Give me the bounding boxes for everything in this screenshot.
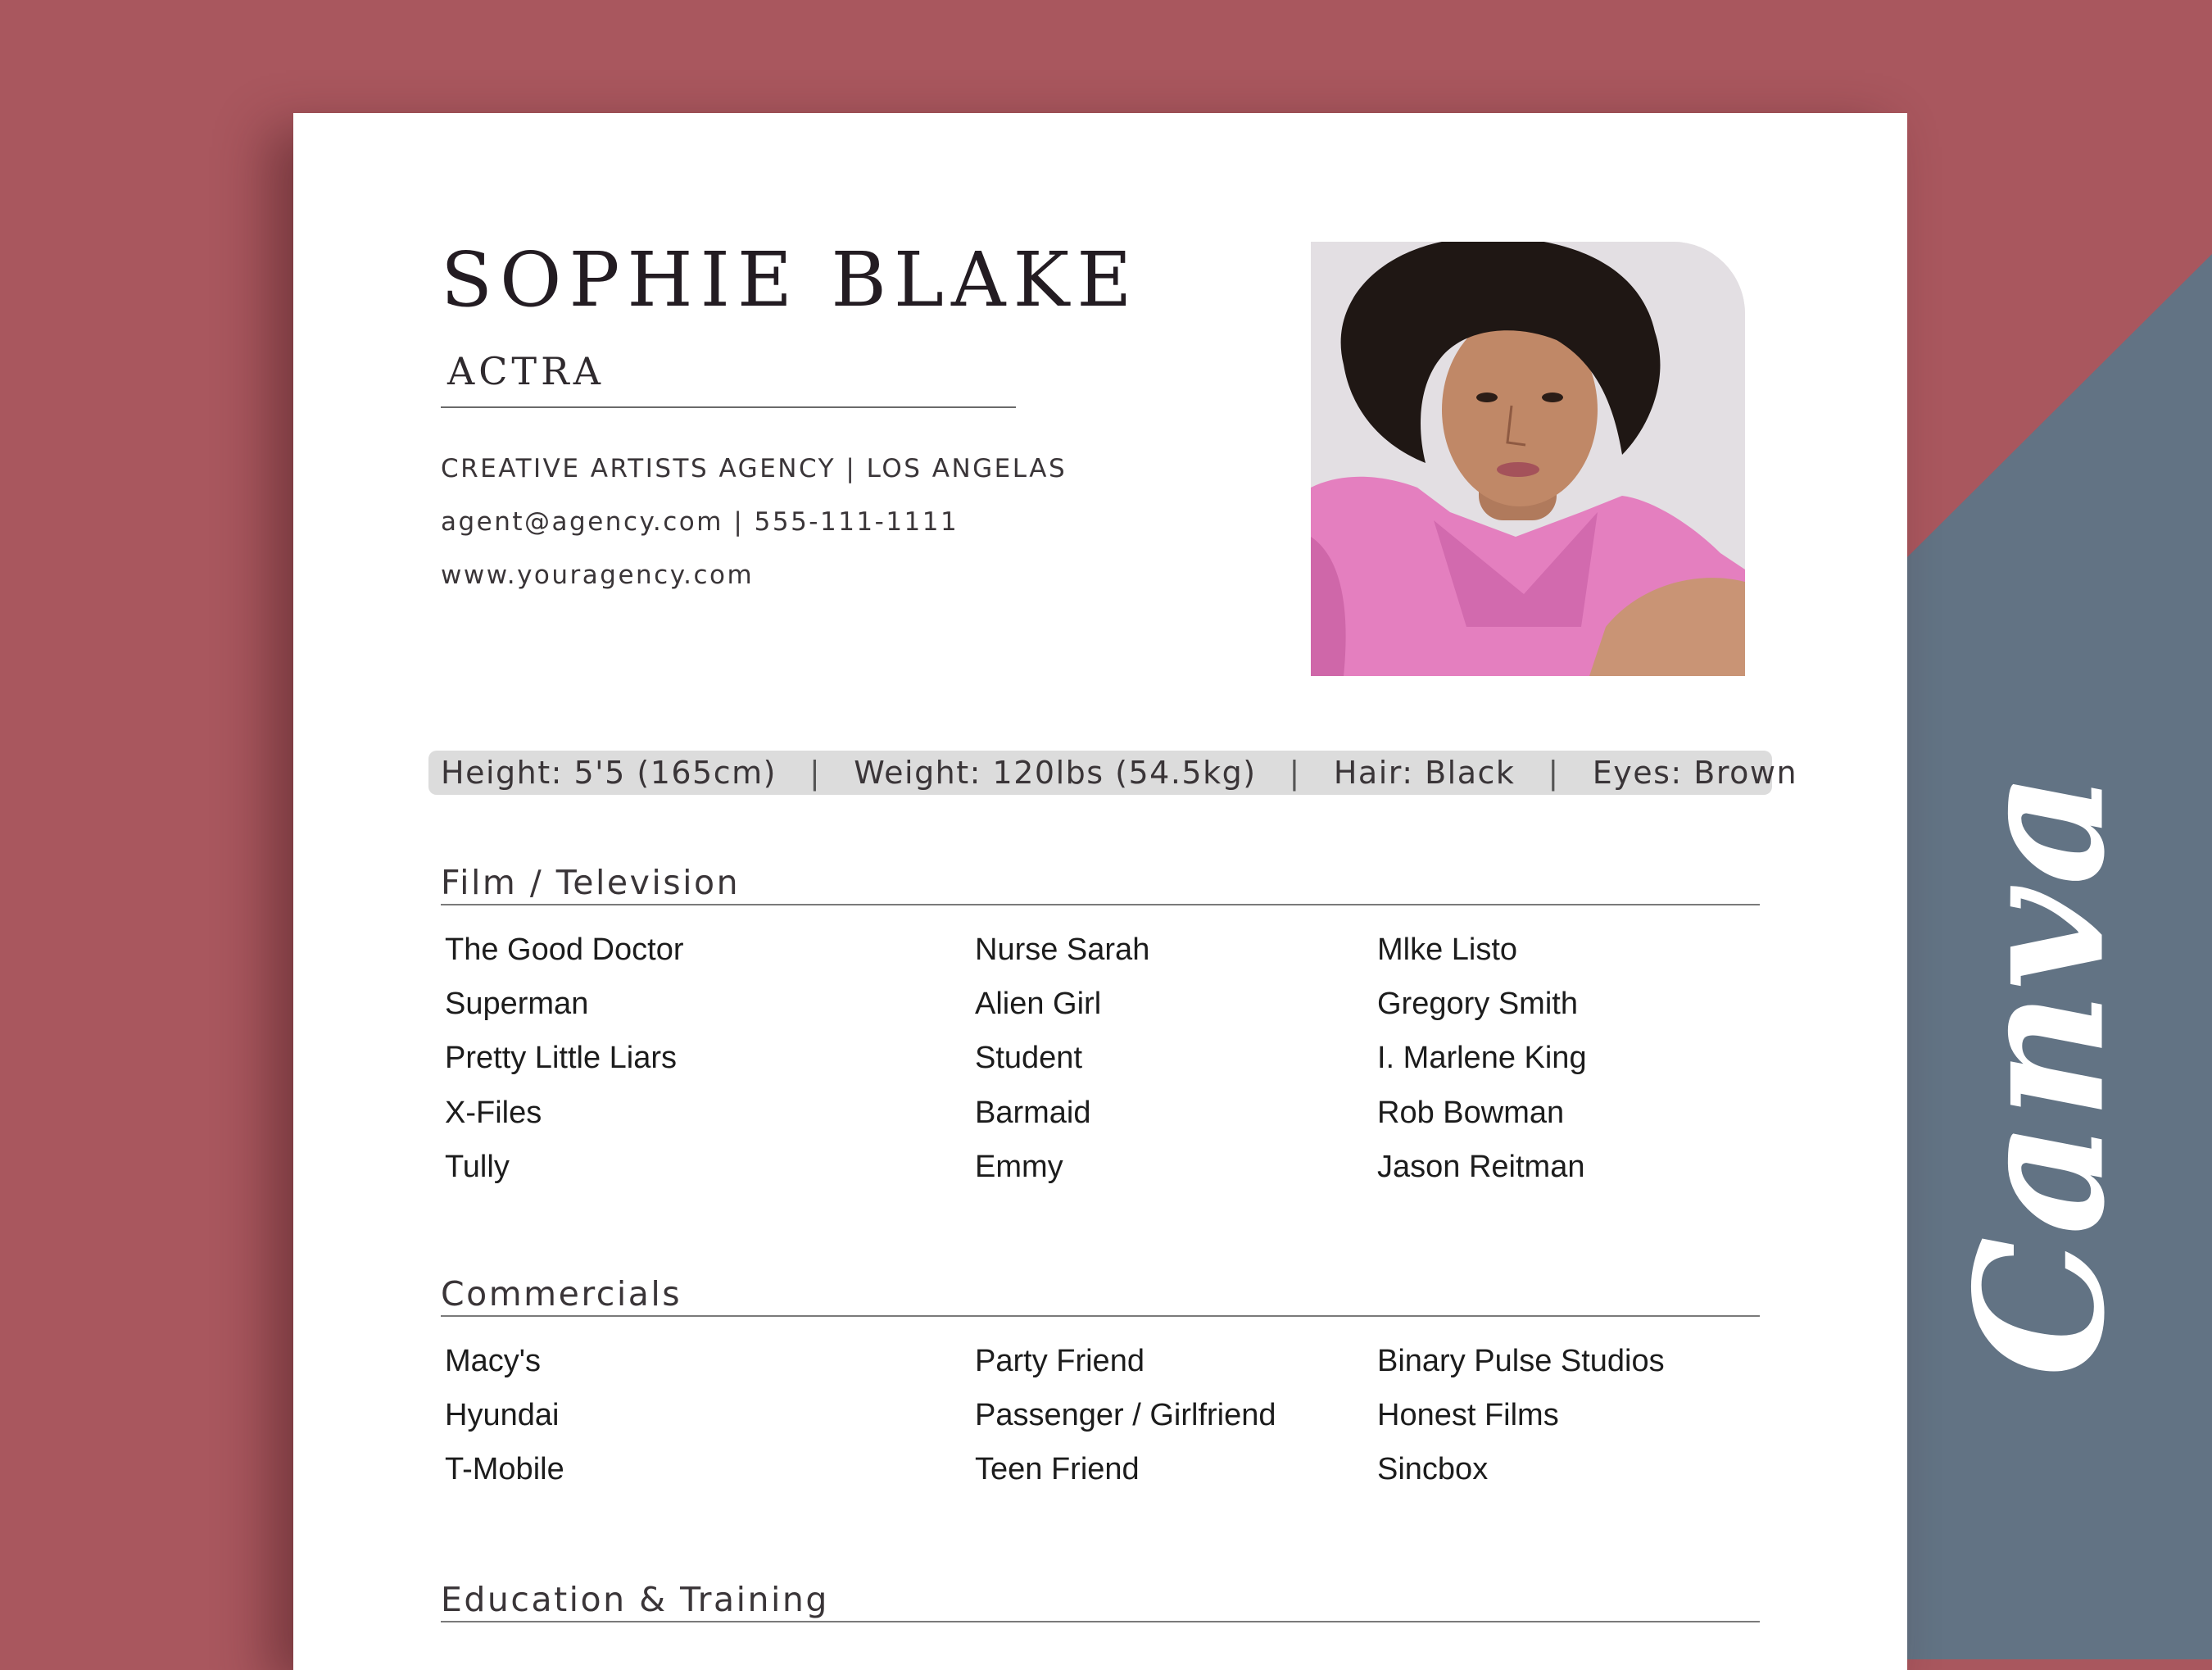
- credit-row: [293, 1041, 1907, 1090]
- credit-role: Party Friend: [975, 1344, 1145, 1378]
- canva-logo: [1892, 769, 2187, 1377]
- education-heading: Education & Training: [441, 1580, 1760, 1622]
- credit-project: Pretty Little Liars: [445, 1041, 677, 1075]
- credit-role: Nurse Sarah: [975, 933, 1150, 967]
- name-divider: [441, 406, 1016, 408]
- credit-row: [293, 933, 1907, 982]
- credit-director: Gregory Smith: [1377, 987, 1578, 1021]
- credit-project: The Good Doctor: [445, 933, 684, 967]
- credit-project: Superman: [445, 987, 589, 1021]
- credit-row: [293, 1452, 1907, 1501]
- credit-project: Hyundai: [445, 1398, 560, 1432]
- website-line: www.youragency.com: [441, 560, 755, 590]
- stat-hair: Hair: Black: [1333, 755, 1516, 791]
- credit-director: Jason Reitman: [1377, 1150, 1585, 1184]
- credit-project: T-Mobile: [445, 1452, 564, 1486]
- credit-row: [293, 1398, 1907, 1447]
- credit-director: Rob Bowman: [1377, 1096, 1565, 1130]
- credit-role: Passenger / Girlfriend: [975, 1398, 1276, 1432]
- stat-separator: |: [1548, 755, 1560, 791]
- credit-project: Macy's: [445, 1344, 542, 1378]
- credit-row: [293, 1344, 1907, 1393]
- credit-director: Sincbox: [1377, 1452, 1489, 1486]
- stat-weight: Weight: 120lbs (54.5kg): [854, 755, 1257, 791]
- credit-project: Tully: [445, 1150, 510, 1184]
- film-tv-heading: Film / Television: [441, 863, 1760, 905]
- actor-name: SOPHIE BLAKE: [441, 236, 1140, 324]
- credit-row: [293, 987, 1907, 1036]
- credit-row: [293, 1096, 1907, 1145]
- credit-row: [293, 1150, 1907, 1199]
- credit-role: Teen Friend: [975, 1452, 1140, 1486]
- stat-eyes: Eyes: Brown: [1592, 755, 1798, 791]
- resume-page: [293, 113, 1907, 1670]
- stat-separator: |: [809, 755, 822, 791]
- canva-logo-text: Canva: [1936, 769, 2144, 1377]
- credit-role: Alien Girl: [975, 987, 1102, 1021]
- stat-separator: |: [1289, 755, 1301, 791]
- credit-director: I. Marlene King: [1377, 1041, 1587, 1075]
- actor-union: ACTRA: [447, 349, 605, 393]
- credit-role: Barmaid: [975, 1096, 1091, 1130]
- credit-role: Emmy: [975, 1150, 1063, 1184]
- email-phone-line: agent@agency.com | 555-111-1111: [441, 507, 959, 537]
- physical-stats-bar: [428, 751, 1798, 795]
- credit-director: Binary Pulse Studios: [1377, 1344, 1665, 1378]
- credit-director: Mlke Listo: [1377, 933, 1518, 967]
- agency-line: CREATIVE ARTISTS AGENCY | LOS ANGELAS: [441, 454, 1067, 483]
- credit-project: X-Files: [445, 1096, 542, 1130]
- stat-height: Height: 5'5 (165cm): [441, 755, 777, 791]
- credit-director: Honest Films: [1377, 1398, 1559, 1432]
- credit-role: Student: [975, 1041, 1082, 1075]
- commercials-heading: Commercials: [441, 1274, 1760, 1317]
- headshot-photo: [1311, 242, 1745, 676]
